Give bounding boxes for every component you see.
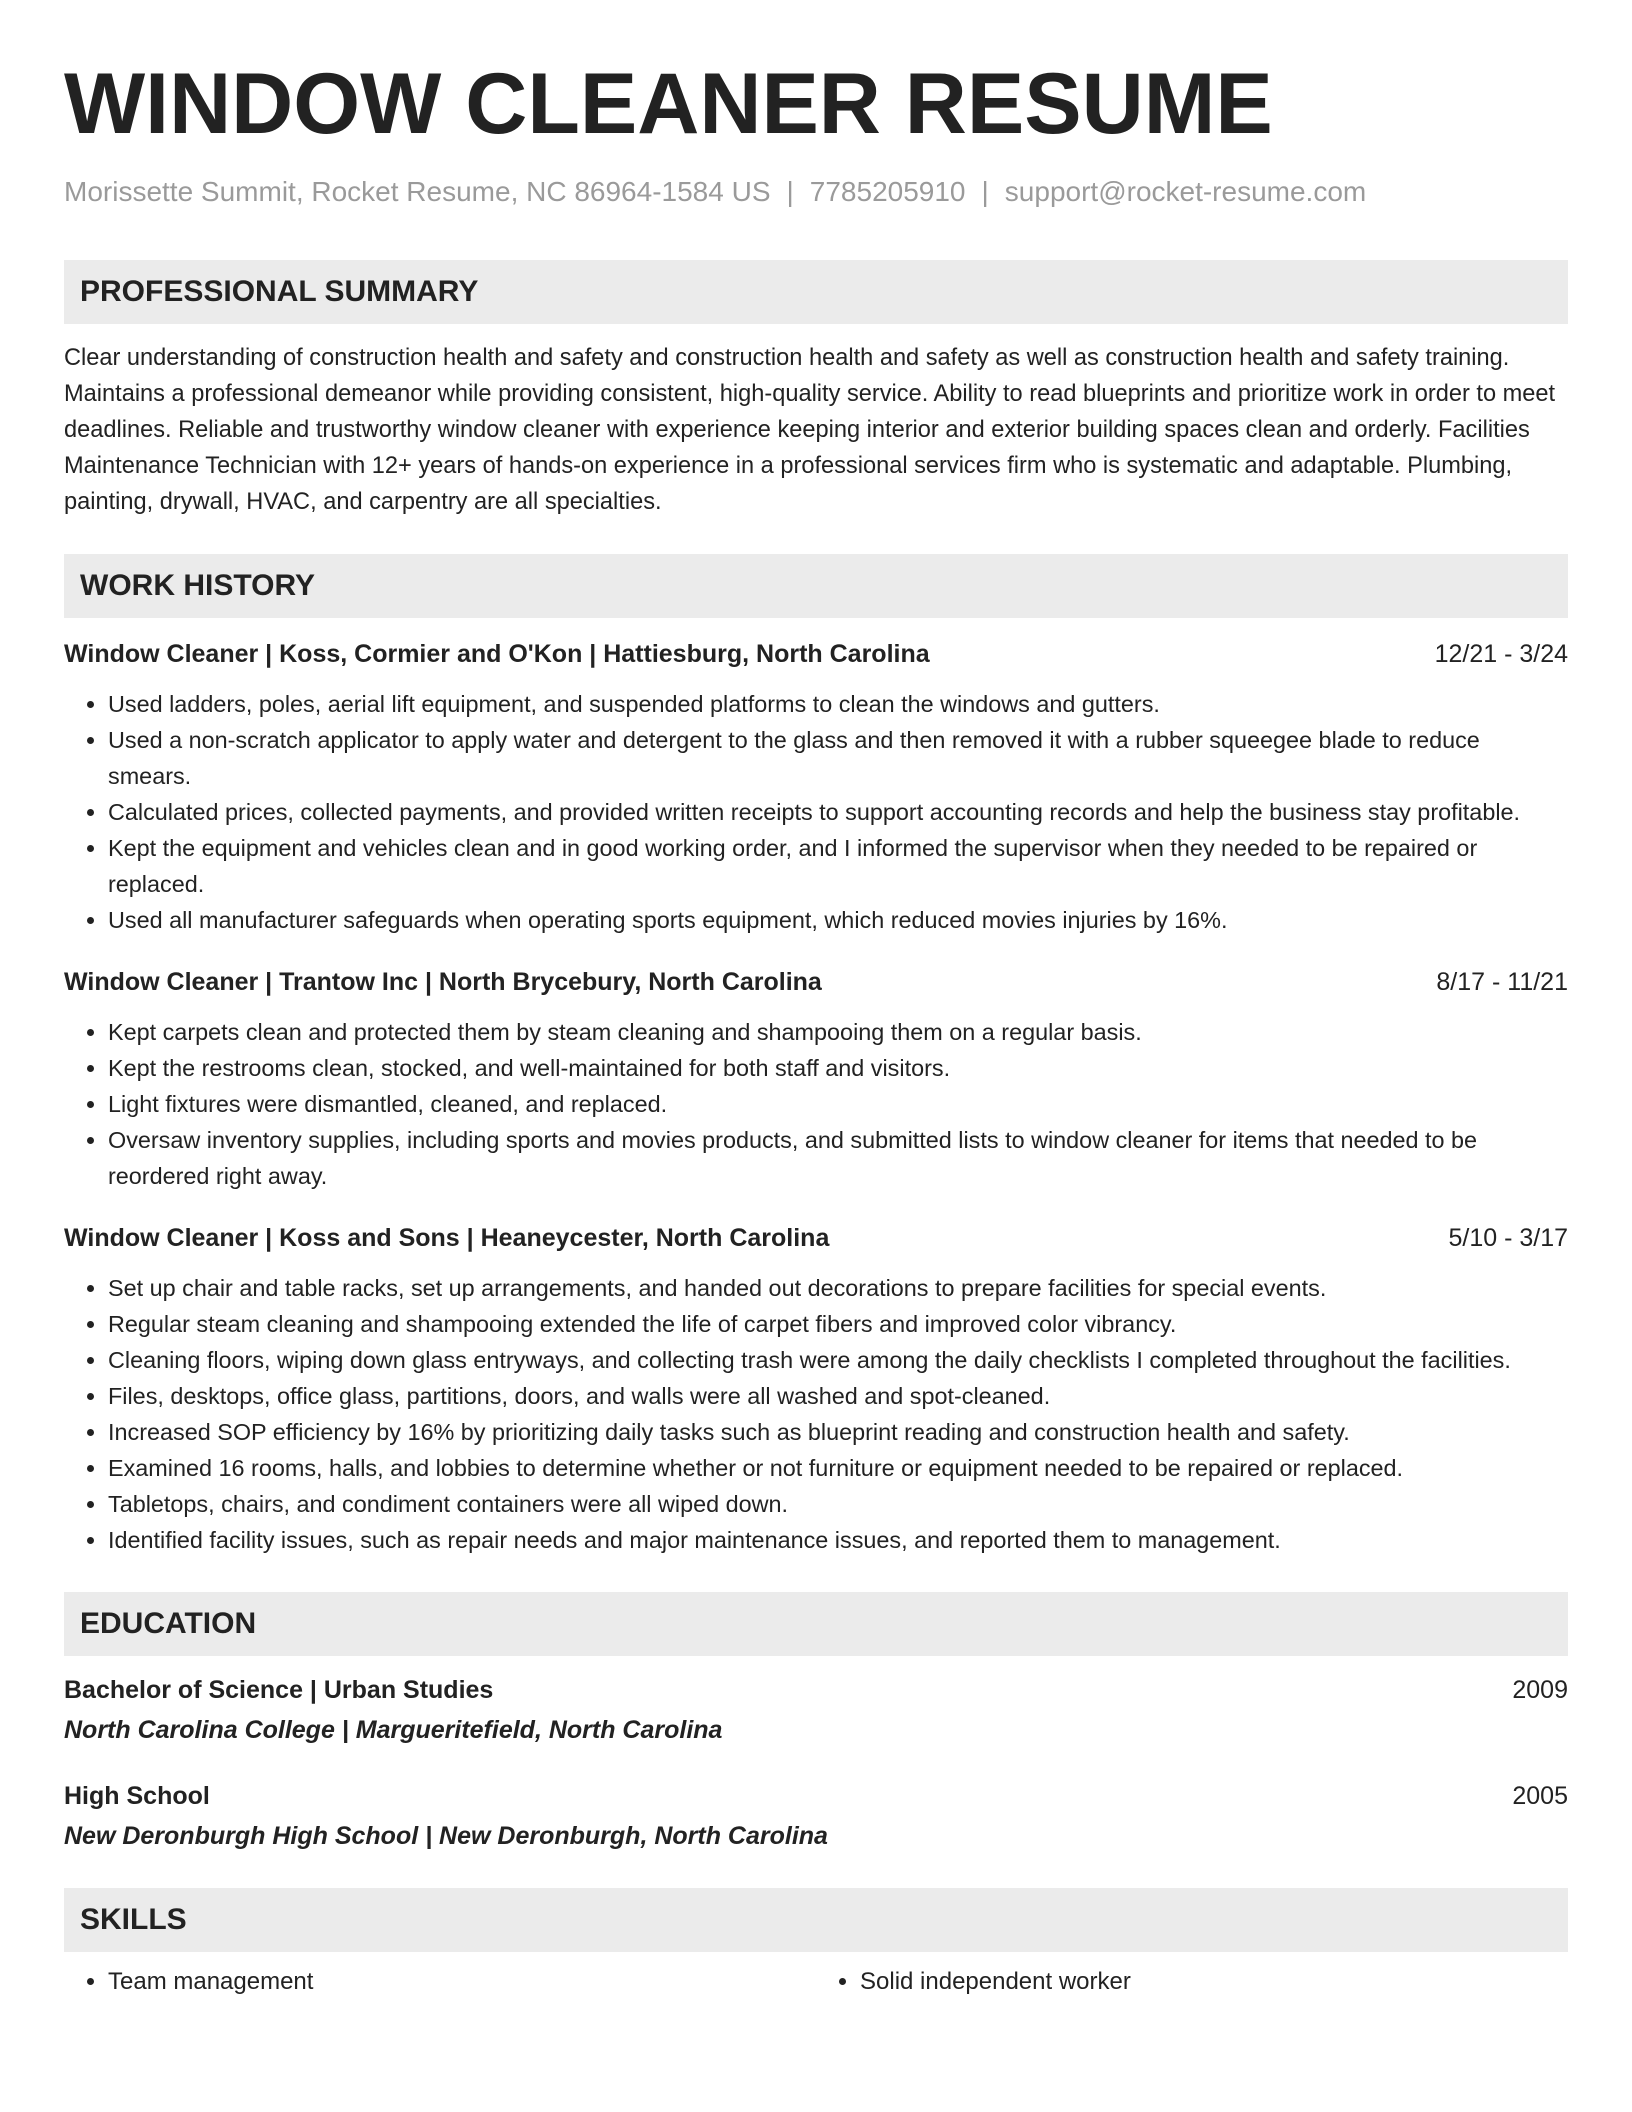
job-entry — [64, 964, 1568, 1194]
education-year: 2005 — [1512, 1782, 1568, 1810]
section-title-education: EDUCATION — [80, 1607, 257, 1640]
education-degree: High School — [64, 1782, 210, 1810]
job-duty-item: • Used ladders, poles, aerial lift equipment, and suspended platforms to clean the windows and gutters. — [108, 686, 1568, 722]
job-entry — [64, 1220, 1568, 1558]
job-duty-item: • Oversaw inventory supplies, including sports and movies products, and submitted lists to window cleaner for items that needed to be reordered right away. — [108, 1122, 1568, 1194]
job-duty-item: • Used all manufacturer safeguards when operating sports equipment, which reduced movies injuries by 16%. — [108, 902, 1568, 938]
job-duty-item: • Cleaning floors, wiping down glass entryways, and collecting trash were among the daily checklists I completed throughout the facilities. — [108, 1342, 1568, 1378]
job-duty-item: • Set up chair and table racks, set up arrangements, and handed out decorations to prepare facilities for special events. — [108, 1270, 1568, 1306]
section-title-summary: PROFESSIONAL SUMMARY — [80, 275, 479, 308]
education-header — [64, 1778, 1568, 1814]
job-duties — [64, 1014, 1568, 1194]
skills-column-right — [816, 1964, 1568, 2000]
education-school: North Carolina College | Margueritefield, North Carolina — [64, 1716, 723, 1744]
section-title-skills: SKILLS — [80, 1903, 187, 1936]
education-entry — [64, 1778, 1568, 1854]
contact-separator: | — [981, 176, 989, 207]
section-header-education — [64, 1592, 1568, 1656]
skills-column-left — [64, 1964, 816, 2000]
section-header-work-history — [64, 554, 1568, 618]
education-degree: Bachelor of Science | Urban Studies — [64, 1676, 494, 1704]
job-entry — [64, 636, 1568, 938]
education-header — [64, 1672, 1568, 1708]
skill-item: • Solid independent worker — [860, 1964, 1568, 2000]
job-duty-item: • Light fixtures were dismantled, cleaned, and replaced. — [108, 1086, 1568, 1122]
education-school: New Deronburgh High School | New Deronburgh, North Carolina — [64, 1822, 828, 1850]
education-year: 2009 — [1512, 1676, 1568, 1704]
job-duty-item: • Calculated prices, collected payments, and provided written receipts to support accounting records and help the business stay profitable. — [108, 794, 1568, 830]
job-duty-item: • Identified facility issues, such as repair needs and major maintenance issues, and reported them to management. — [108, 1522, 1568, 1558]
job-duty-item: • Examined 16 rooms, halls, and lobbies to determine whether or not furniture or equipment needed to be repaired or replaced. — [108, 1450, 1568, 1486]
job-duty-item: • Files, desktops, office glass, partitions, doors, and walls were all washed and spot-cleaned. — [108, 1378, 1568, 1414]
contact-separator: | — [786, 176, 794, 207]
job-header — [64, 964, 1568, 1000]
summary-text: Clear understanding of construction health and safety and construction health and safety as well as construction health and safety training. Maintains a professional demeanor while providing consistent, high-quality service. Ability to read blueprints and prioritize work in order to meet deadlines. Reliable and trustworthy window cleaner with experience keeping interior and exterior building spaces clean and orderly. Facilities Maintenance Technician with 12+ years of hands-on experience in a professional services firm who is systematic and adaptable. Plumbing, painting, drywall, HVAC, and carpentry are all specialties. — [64, 345, 1556, 515]
skill-item: • Team management — [108, 1964, 816, 2000]
job-title: Window Cleaner | Koss, Cormier and O'Kon | Hattiesburg, North Carolina — [64, 640, 930, 668]
job-duties — [64, 1270, 1568, 1558]
resume-title: WINDOW CLEANER RESUME — [64, 56, 1273, 152]
job-duty-item: • Tabletops, chairs, and condiment containers were all wiped down. — [108, 1486, 1568, 1522]
contact-line — [64, 174, 1568, 210]
section-header-summary — [64, 260, 1568, 324]
job-dates: 5/10 - 3/17 — [1448, 1224, 1568, 1252]
job-duty-item: • Kept the restrooms clean, stocked, and well-maintained for both staff and visitors. — [108, 1050, 1568, 1086]
skills-list — [64, 1964, 1568, 2000]
section-header-skills — [64, 1888, 1568, 1952]
job-duty-item: • Increased SOP efficiency by 16% by prioritizing daily tasks such as blueprint reading and construction health and safety. — [108, 1414, 1568, 1450]
job-title: Window Cleaner | Koss and Sons | Heaneycester, North Carolina — [64, 1224, 830, 1252]
education-entry — [64, 1672, 1568, 1748]
section-title-work-history: WORK HISTORY — [80, 569, 316, 602]
job-title: Window Cleaner | Trantow Inc | North Brycebury, North Carolina — [64, 968, 822, 996]
job-dates: 8/17 - 11/21 — [1436, 968, 1568, 996]
job-duty-item: • Regular steam cleaning and shampooing extended the life of carpet fibers and improved color vibrancy. — [108, 1306, 1568, 1342]
job-duty-item: • Kept the equipment and vehicles clean and in good working order, and I informed the supervisor when they needed to be repaired or replaced. — [108, 830, 1568, 902]
contact-email: support@rocket-resume.com — [1004, 176, 1367, 207]
job-header — [64, 1220, 1568, 1256]
contact-phone: 7785205910 — [809, 176, 966, 207]
job-duties — [64, 686, 1568, 938]
job-header — [64, 636, 1568, 672]
contact-address: Morissette Summit, Rocket Resume, NC 86964-1584 US — [64, 176, 771, 207]
job-dates: 12/21 - 3/24 — [1434, 640, 1568, 668]
job-duty-item: • Kept carpets clean and protected them by steam cleaning and shampooing them on a regular basis. — [108, 1014, 1568, 1050]
job-duty-item: • Used a non-scratch applicator to apply water and detergent to the glass and then removed it with a rubber squeegee blade to reduce smears. — [108, 722, 1568, 794]
